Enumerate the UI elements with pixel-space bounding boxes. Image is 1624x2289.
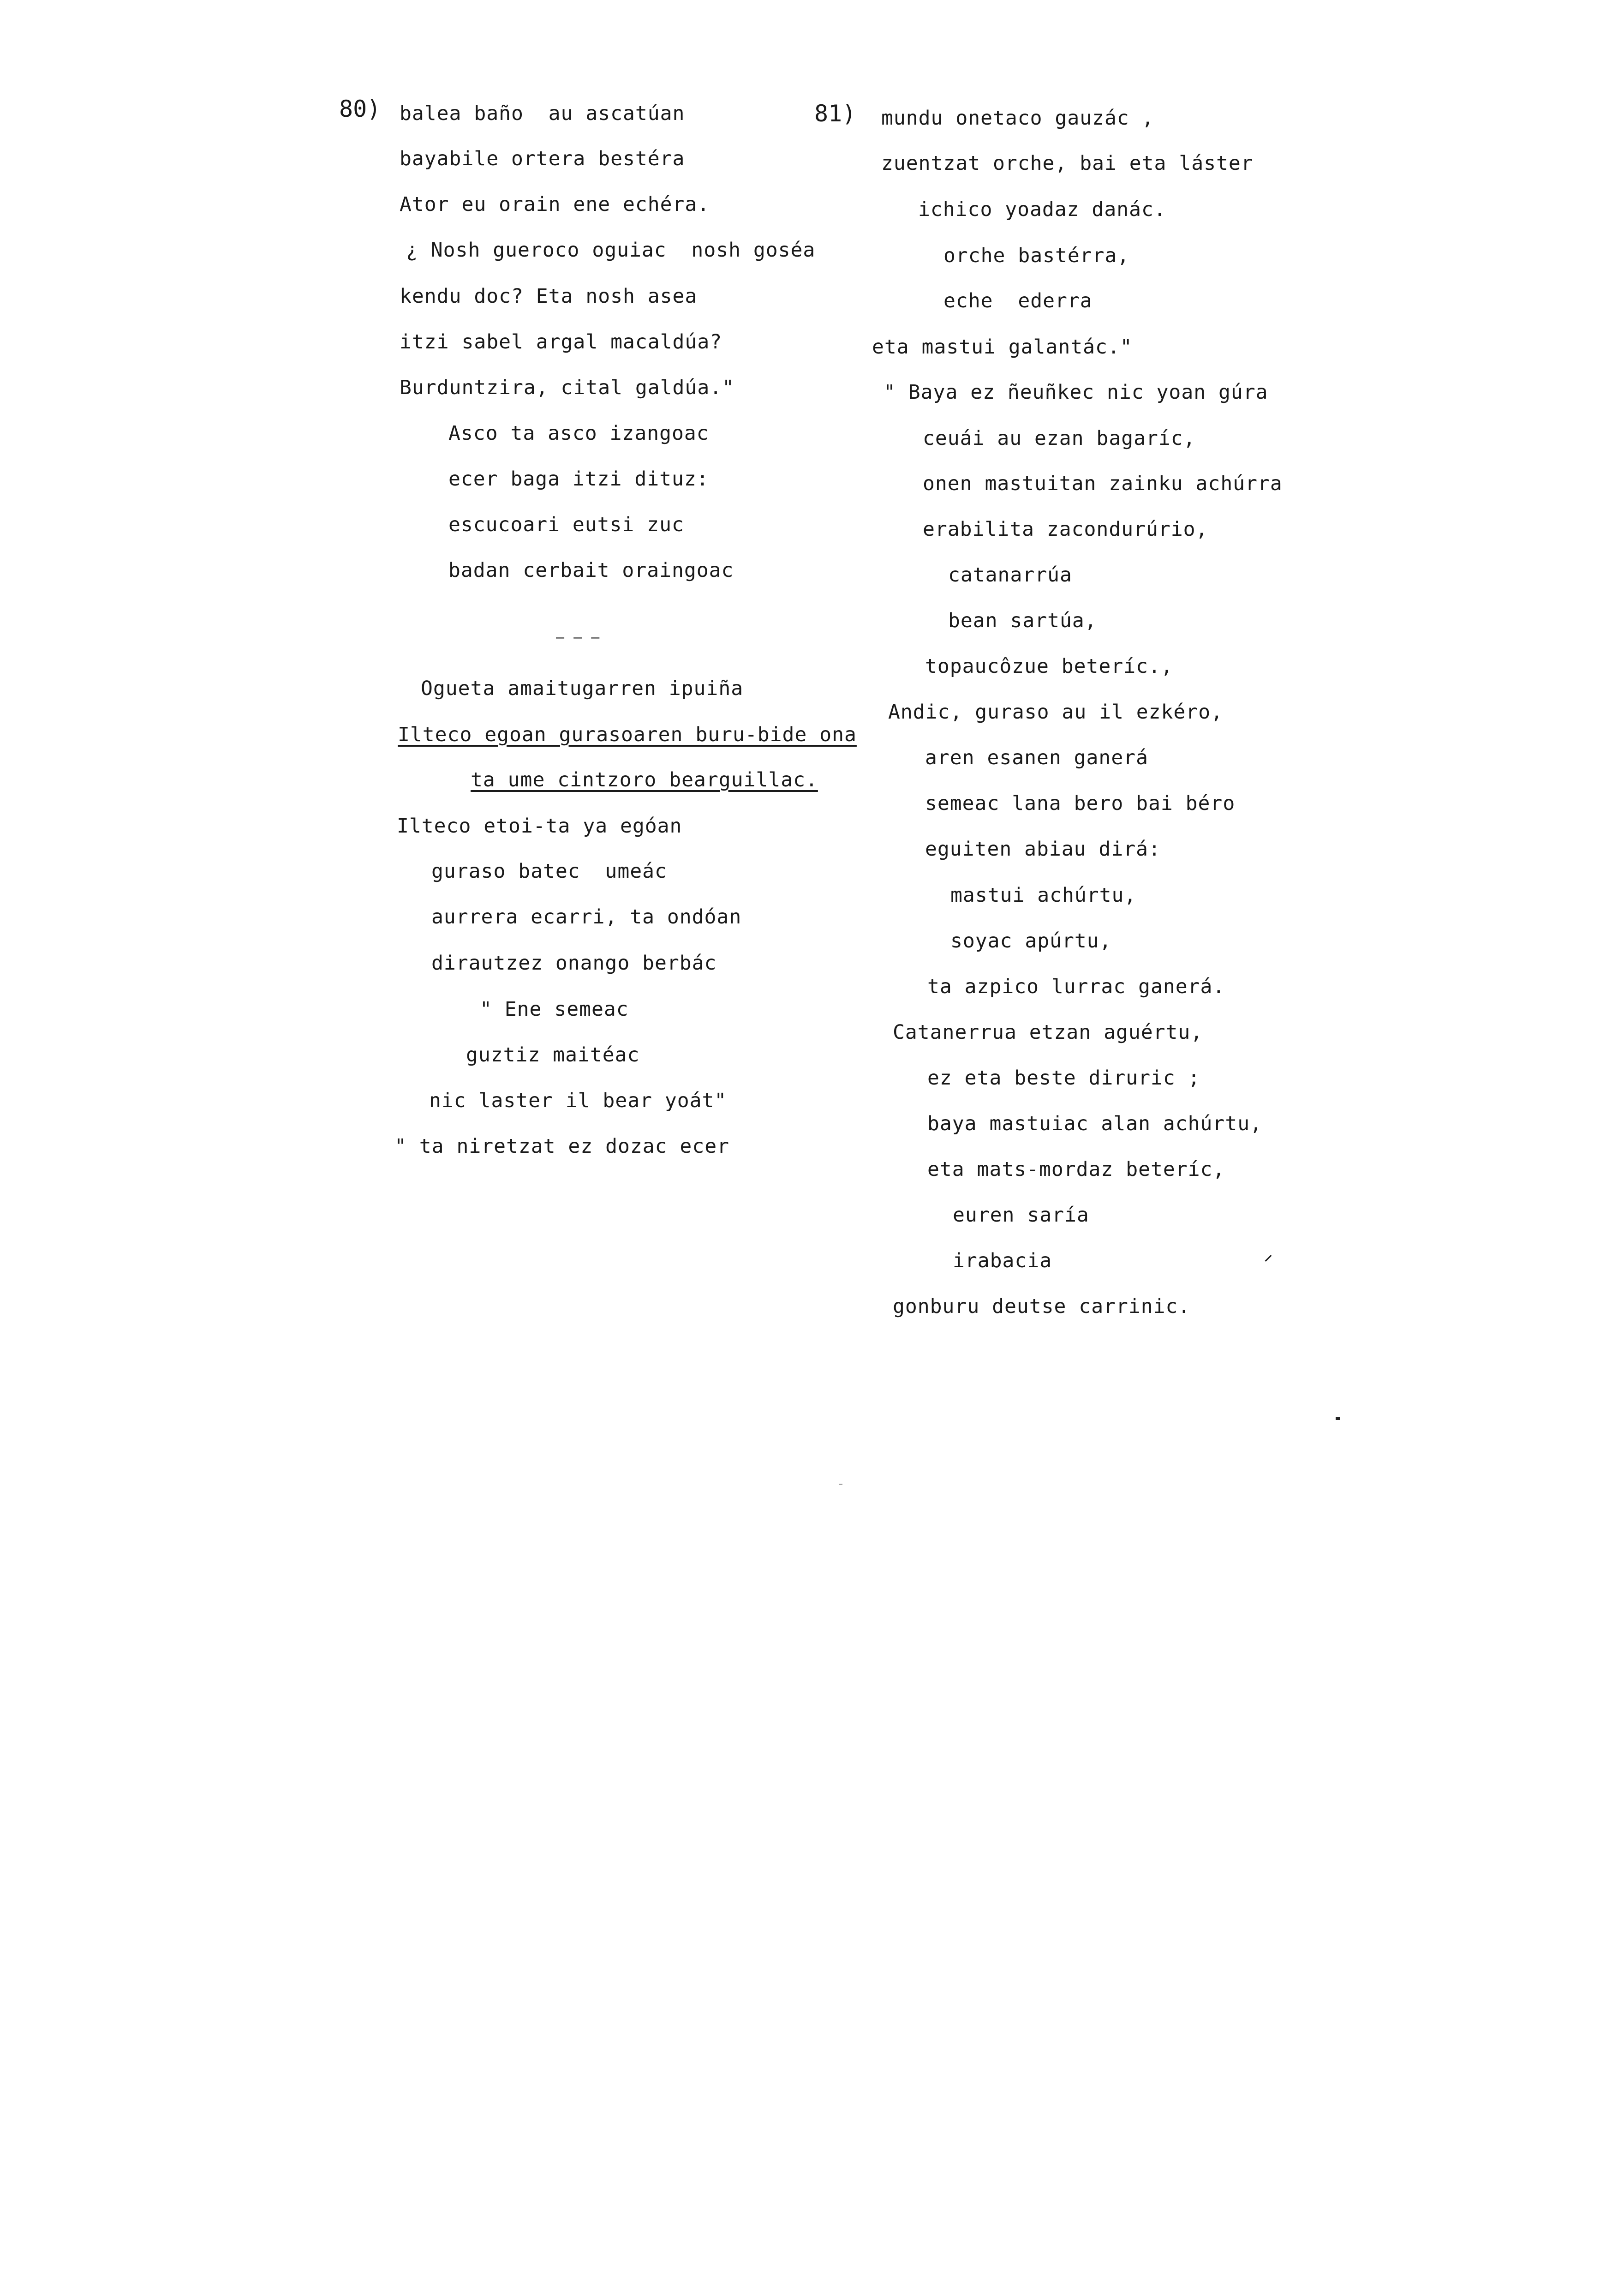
verse-line: Andic, guraso au il ezkéro,	[888, 701, 1223, 724]
scan-mark	[1336, 1417, 1340, 1420]
verse-line: kendu doc? Eta nosh asea	[400, 285, 698, 308]
verse-line: zuentzat orche, bai eta láster	[881, 152, 1254, 175]
story-number-heading: Ogueta amaitugarren ipuiña	[421, 677, 744, 700]
verse-line: aren esanen ganerá	[925, 746, 1148, 769]
verse-line: nic laster il bear yoát"	[429, 1089, 727, 1112]
verse-line: ez eta beste diruric ;	[927, 1067, 1200, 1090]
verse-line: Asco ta asco izangoac	[448, 422, 709, 445]
story-title-line-2: ta ume cintzoro bearguillac.	[471, 768, 818, 791]
verse-line: balea baño au ascatúan	[400, 102, 685, 125]
story-title-line-1: Ilteco egoan gurasoaren buru-bide ona	[398, 723, 857, 746]
verse-line: onen mastuitan zainku achúrra	[923, 472, 1283, 495]
verse-line: ¿ Nosh gueroco oguiac nosh goséa	[406, 239, 816, 262]
verse-line: orche bastérra,	[943, 244, 1130, 267]
page-number-left: 80)	[339, 96, 381, 122]
verse-line: ichico yoadaz danác.	[918, 198, 1166, 221]
verse-line: catanarrúa	[948, 563, 1072, 587]
verse-line: " ta niretzat ez dozac ecer	[394, 1135, 729, 1158]
verse-line: ecer baga itzi dituz:	[448, 467, 709, 491]
verse-line: badan cerbait oraingoac	[448, 559, 734, 582]
verse-line: guztiz maitéac	[466, 1043, 640, 1067]
verse-line: Catanerrua etzan aguértu,	[893, 1021, 1203, 1044]
verse-line: erabilita zacondurúrio,	[923, 518, 1208, 541]
verse-line: irabacia	[953, 1249, 1052, 1272]
verse-line: " Ene semeac	[480, 998, 629, 1021]
verse-line: semeac lana bero bai béro	[925, 792, 1236, 815]
verse-line: eche ederra	[943, 289, 1093, 312]
verse-line: euren saría	[953, 1204, 1089, 1227]
verse-line: escucoari eutsi zuc	[448, 513, 684, 536]
verse-line: mundu onetaco gauzác ,	[881, 107, 1154, 130]
verse-line: eta mastui galantác."	[872, 336, 1133, 359]
verse-line: " Baya ez ñeuñkec nic yoan gúra	[884, 381, 1268, 404]
verse-line: itzi sabel argal macaldúa?	[400, 330, 722, 354]
verse-line: Ilteco etoi-ta ya egóan	[397, 815, 682, 838]
verse-line: topaucôzue beteríc.,	[925, 655, 1173, 678]
verse-line: dirautzez onango berbác	[431, 952, 717, 975]
verse-line: ta azpico lurrac ganerá.	[927, 975, 1225, 998]
verse-line: soyac apúrtu,	[950, 929, 1112, 953]
scan-mark	[1265, 1255, 1272, 1262]
page-number-right: 81)	[814, 100, 856, 127]
verse-line: eta mats-mordaz beteríc,	[927, 1158, 1225, 1181]
verse-line: mastui achúrtu,	[950, 884, 1137, 907]
verse-line: ceuái au ezan bagaríc,	[923, 427, 1196, 450]
verse-line: Burduntzira, cital galdúa."	[400, 376, 734, 399]
verse-line: gonburu deutse carrinic.	[893, 1295, 1191, 1318]
verse-line: Ator eu orain ene echéra.	[400, 193, 710, 216]
scan-mark	[839, 1484, 842, 1485]
verse-line: eguiten abiau dirá:	[925, 838, 1161, 861]
verse-line: bean sartúa,	[948, 609, 1097, 632]
verse-line: baya mastuiac alan achúrtu,	[927, 1112, 1262, 1135]
verse-line: aurrera ecarri, ta ondóan	[431, 905, 742, 929]
section-separator: — — —	[556, 629, 600, 646]
verse-line: bayabile ortera bestéra	[400, 147, 685, 170]
verse-line: guraso batec umeác	[431, 860, 667, 883]
